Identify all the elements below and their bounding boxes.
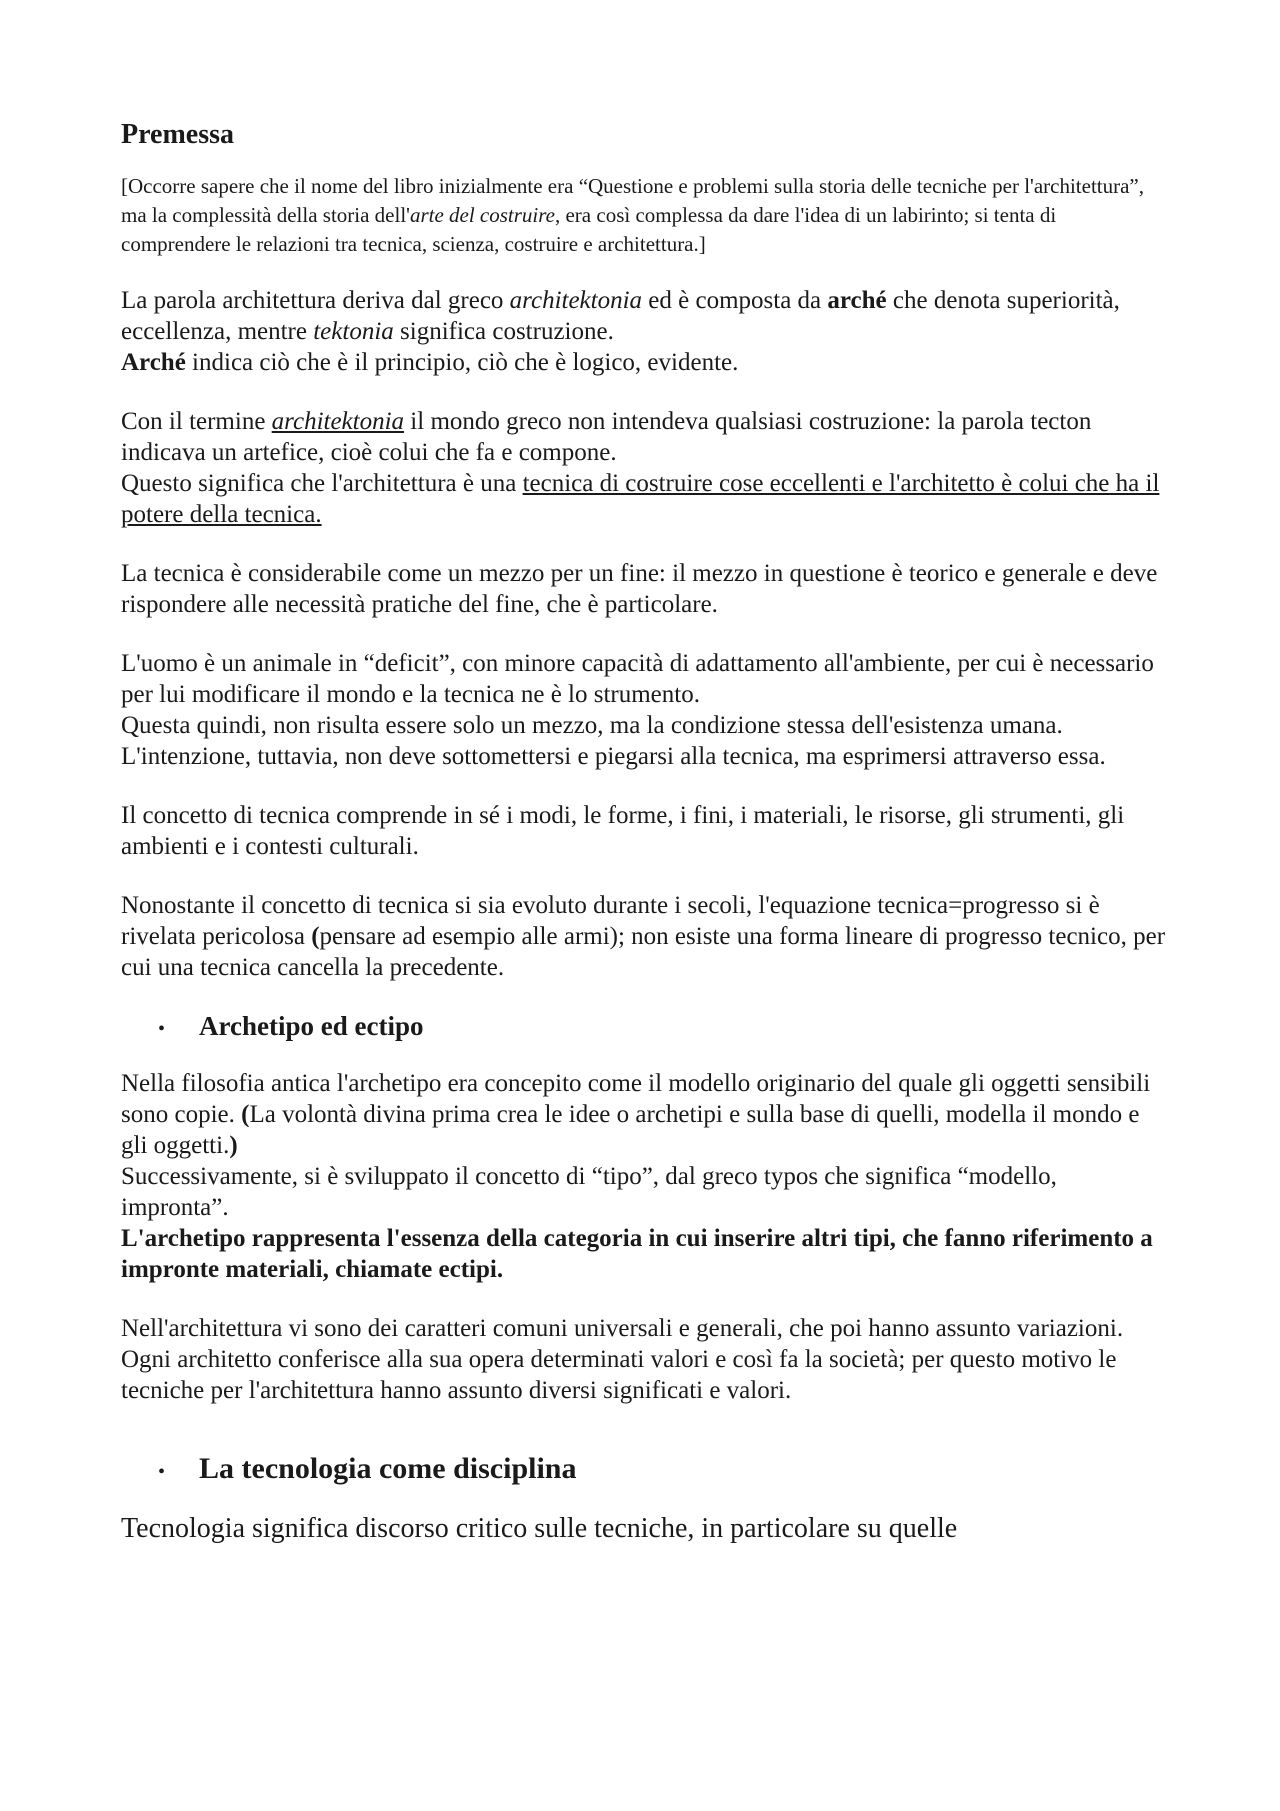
text-span: Con il termine: [121, 407, 272, 435]
italic-term: architektonia: [509, 286, 643, 314]
text-span: L'uomo è un animale in “deficit”, con minore capacità di adattamento all'ambiente, per cui è necessario per lui modificare il mondo e la tecnica ne è lo strumento.: [121, 649, 1154, 708]
bullet-icon: •: [158, 1460, 166, 1483]
heading-premessa: Premessa: [121, 119, 234, 150]
section-heading-label: Archetipo ed ectipo: [199, 1010, 424, 1041]
text-span: ed è composta da: [642, 286, 828, 314]
text-span: significa costruzione.: [393, 317, 614, 345]
text-span: Nella filosofia antica l'archetipo era concepito come il modello originario del quale gli oggetti sensibili sono copie.: [121, 1069, 1151, 1128]
text-span: Nonostante il concetto di tecnica si sia evoluto durante i secoli, l'equazione tecnica=progresso si è rivelata pericolosa: [121, 891, 1100, 950]
intro-text-1: [Occorre sapere che il nome del libro inizialmente era “Questione e problemi sulla storia delle tecniche per l'architettura”, ma la complessità della storia dell': [121, 173, 1144, 227]
underlined-text: tecnica di costruire cose eccellenti e l'architetto è colui che ha il potere della tecnica.: [121, 469, 1160, 528]
text-span: La volontà divina prima crea le idee o archetipi e sulla base di quelli, modella il mondo e gli oggetti.: [121, 1100, 1140, 1159]
intro-text-2: , era così complessa da dare l'idea di un labirinto; si tenta di comprendere le relazioni tra tecnica, scienza, costruire e architettura.]: [121, 202, 1057, 256]
paragraph-progresso: [121, 890, 1170, 983]
text-span: Successivamente, si è sviluppato il concetto di “tipo”, dal greco typos che significa “modello, impronta”.: [121, 1162, 1057, 1221]
bold-term: Arché: [121, 348, 186, 376]
paragraph-tecnologia: Tecnologia significa discorso critico sulle tecniche, in particolare su quelle: [121, 1512, 958, 1544]
bold-paren: (: [241, 1100, 250, 1128]
paragraph-architettura-etimologia: [121, 285, 1170, 378]
paragraph-caratteri-comuni: Nell'architettura vi sono dei caratteri comuni universali e generali, che poi hanno assunto variazioni. Ogni architetto conferisce alla sua opera determinati valori e così fa la società; per questo motivo le tecniche per l'architettura hanno assunto diversi significati e valori.: [121, 1314, 1124, 1404]
paragraph-concetto-tecnica: Il concetto di tecnica comprende in sé i modi, le forme, i fini, i materiali, le risorse, gli strumenti, gli ambienti e i contesti culturali.: [121, 801, 1125, 860]
italic-term: tektonia: [313, 317, 394, 345]
text-span: pensare ad esempio alle armi); non esiste una forma lineare di progresso tecnico, per cui una tecnica cancella la precedente.: [121, 922, 1166, 981]
bold-term: arché: [827, 286, 887, 314]
section-heading-archetipo: [158, 1011, 1170, 1042]
intro-italic: arte del costruire: [409, 202, 555, 227]
underlined-italic-term: architektonia: [271, 407, 405, 435]
paragraph-uomo-deficit: [121, 648, 1170, 772]
text-span: L'intenzione, tuttavia, non deve sottomettersi e piegarsi alla tecnica, ma esprimersi attraverso essa.: [121, 742, 1106, 770]
paragraph-archetipo: [121, 1068, 1170, 1285]
section-heading-label: La tecnologia come disciplina: [199, 1451, 577, 1485]
bold-paren: ): [229, 1131, 238, 1159]
text-span: il mondo greco non intendeva qualsiasi costruzione: la parola tecton indicava un artefice, cioè colui che fa e compone.: [121, 407, 1092, 466]
bullet-icon: •: [158, 1017, 166, 1040]
paragraph-tecnica-mezzo: La tecnica è considerabile come un mezzo per un fine: il mezzo in questione è teorico e generale e deve rispondere alle necessità pratiche del fine, che è particolare.: [121, 559, 1158, 618]
section-heading-tecnologia: [158, 1452, 1170, 1486]
bold-paren: (: [311, 922, 320, 950]
text-span: La parola architettura deriva dal greco: [121, 286, 510, 314]
paragraph-architektonia: [121, 406, 1170, 530]
text-span: Questa quindi, non risulta essere solo un mezzo, ma la condizione stessa dell'esistenza umana.: [121, 711, 1063, 739]
text-span: Questo significa che l'architettura è una: [121, 469, 523, 497]
text-span: che denota superiorità, eccellenza, mentre: [121, 286, 1120, 345]
intro-paragraph: [121, 172, 1170, 259]
bold-sentence: L'archetipo rappresenta l'essenza della categoria in cui inserire altri tipi, che fanno riferimento a impronte materiali, chiamate ectipi.: [121, 1224, 1153, 1283]
text-span: indica ciò che è il principio, ciò che è logico, evidente.: [185, 348, 739, 376]
